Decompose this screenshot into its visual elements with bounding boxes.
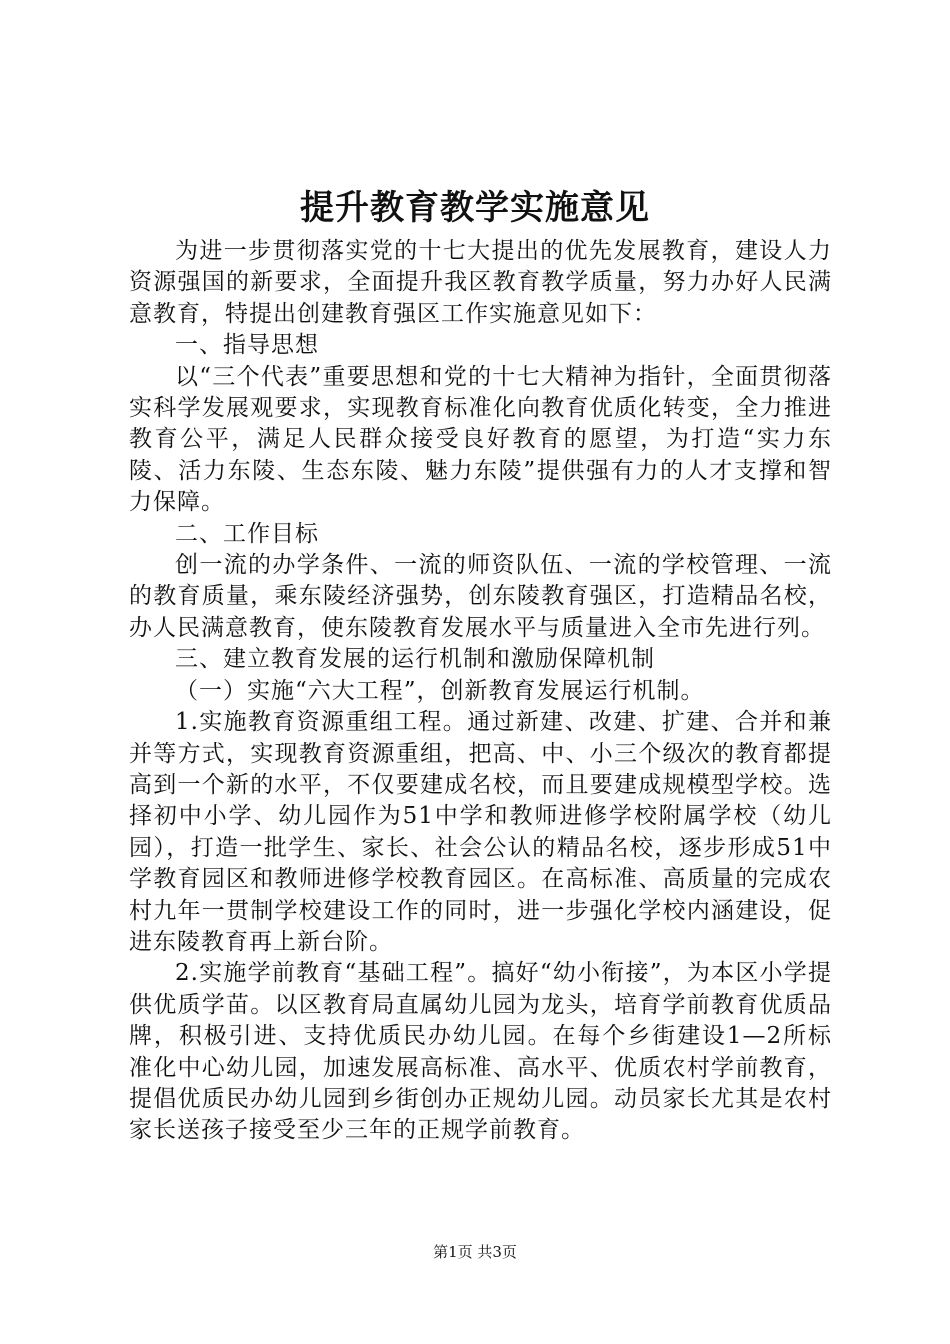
subsection-heading-six-projects: （一）实施“六大工程”，创新教育发展运行机制。 <box>175 677 705 704</box>
document-title: 提升教育教学实施意见 <box>300 188 650 228</box>
item-2-paragraph: 2.实施学前教育“基础工程”。搞好“幼小衔接”，为本区小学提供优质学苗。以区教育局直属幼儿园为龙头，培育学前教育优质品牌，积极引进、支持优质民办幼儿园。在每个乡街建设1—2所标准化中心幼儿园，加速发展高标准、高水平、优质农村学前教育，提倡优质民办幼儿园到乡街创办正规幼儿园。动员家长尤其是农村家长送孩子接受至少三年的正规学前教育。 <box>129 960 832 1144</box>
guiding-ideology-paragraph: 以“三个代表”重要思想和党的十七大精神为指针，全面贯彻落实科学发展观要求，实现教育标准化向教育优质化转变，全力推进教育公平，满足人民群众接受良好教育的愿望，为打造“实力东陵、活力东陵、生态东陵、魅力东陵”提供强有力的人才支撑和智力保障。 <box>129 363 832 516</box>
work-goals-paragraph: 创一流的办学条件、一流的师资队伍、一流的学校管理、一流的教育质量，乘东陵经济强势，创东陵教育强区，打造精品名校，办人民满意教育，使东陵教育发展水平与质量进入全市先进行列。 <box>129 552 832 641</box>
page-number-footer: 第1页 共3页 <box>433 1243 517 1261</box>
item-1-paragraph: 1.实施教育资源重组工程。通过新建、改建、扩建、合并和兼并等方式，实现教育资源重组，把高、中、小三个级次的教育都提高到一个新的水平，不仅要建成名校，而且要建成规模型学校。选择初中小学、幼儿园作为51中学和教师进修学校附属学校（幼儿园），打造一批学生、家长、社会公认的精品名校，逐步形成51中学教育园区和教师进修学校教育园区。在高标准、高质量的完成农村九年一贯制学校建设工作的同时，进一步强化学校内涵建设，促进东陵教育再上新台阶。 <box>129 709 832 955</box>
document-body <box>129 236 832 1147</box>
section-heading-guiding-ideology: 一、指导思想 <box>175 332 319 359</box>
section-heading-mechanisms: 三、建立教育发展的运行机制和激励保障机制 <box>175 646 655 673</box>
intro-paragraph: 为进一步贯彻落实党的十七大提出的优先发展教育，建设人力资源强国的新要求，全面提升我区教育教学质量，努力办好人民满意教育，特提出创建教育强区工作实施意见如下： <box>129 238 832 327</box>
section-heading-work-goals: 二、工作目标 <box>175 520 319 547</box>
